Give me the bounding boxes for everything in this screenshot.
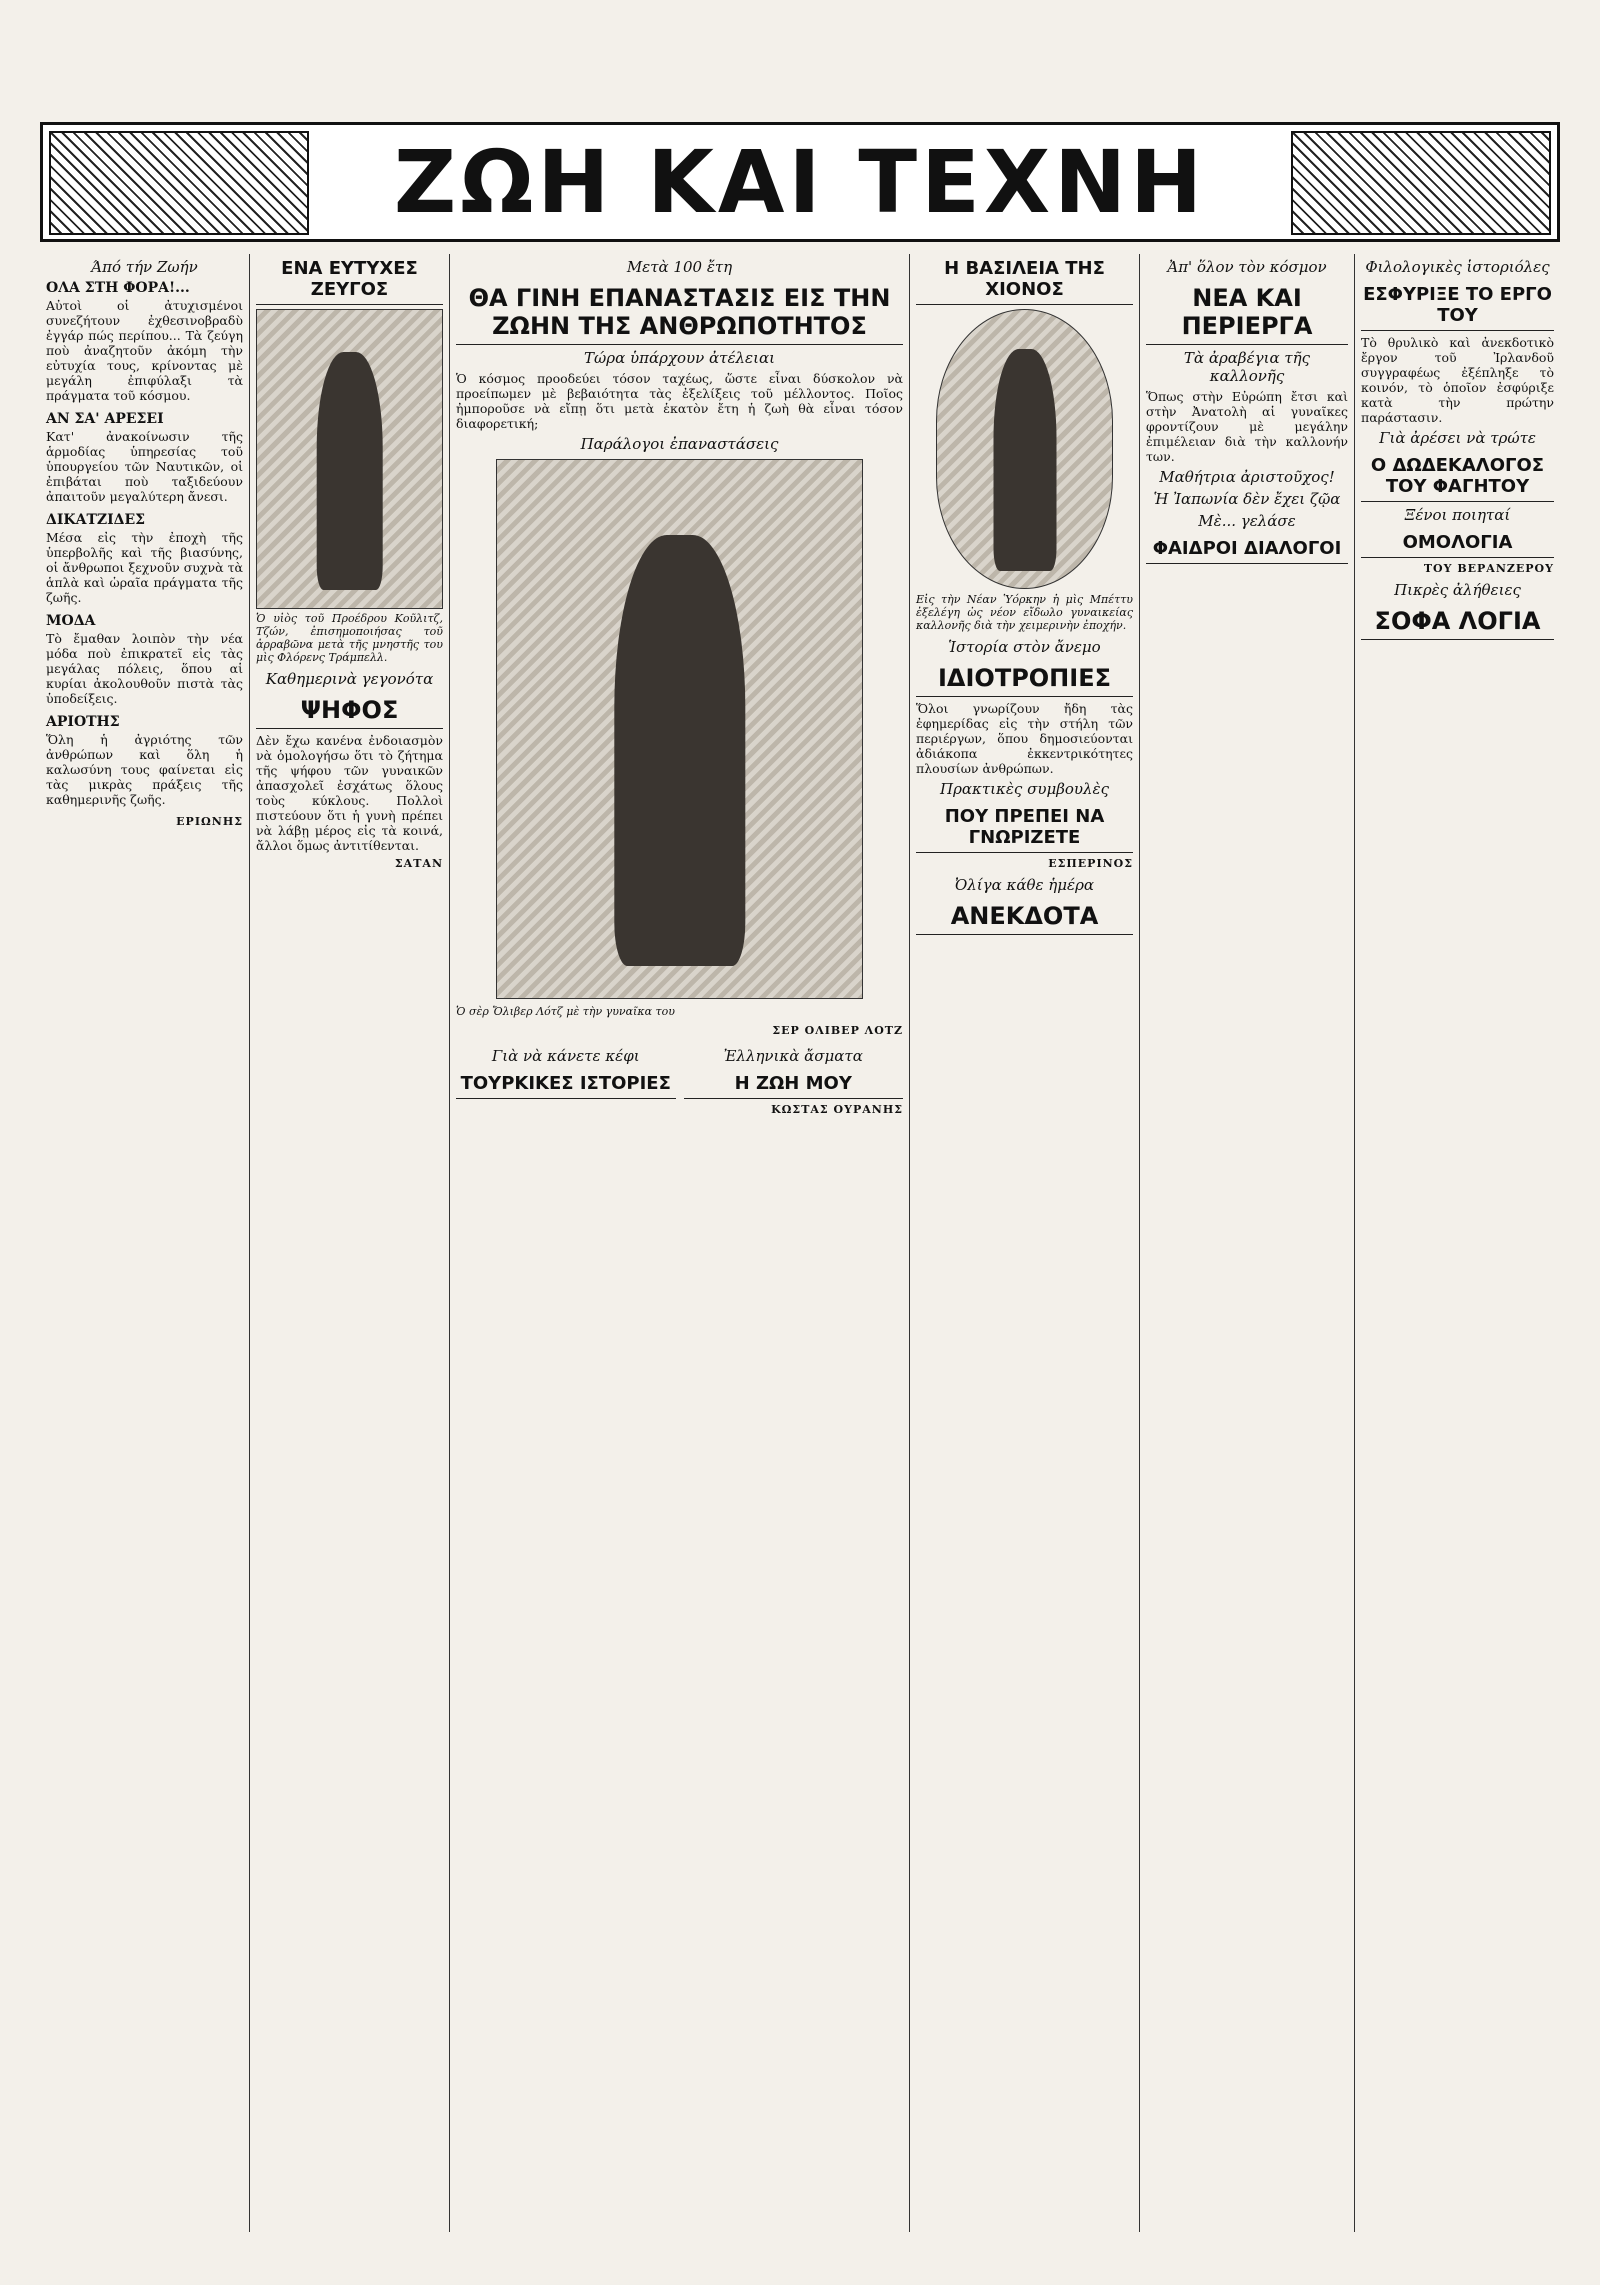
column-from-life [40,254,250,2232]
author-signature: ΕΣΠΕΡΙΝΟΣ [1048,857,1133,870]
author-signature: ΚΩΣΤΑΣ ΟΥΡΑΝΗΣ [771,1103,903,1116]
article-title: ΝΕΑ ΚΑΙ ΠΕΡΙΕΡΓΑ [1146,280,1348,345]
bottom-row [456,1043,903,1122]
author-signature: ΕΡΙΩΝΗΣ [176,815,243,828]
section-kicker: Καθημερινὰ γεγονότα [265,670,434,688]
column-kicker: Άπό τήν Ζωήν [91,258,198,276]
column-snow-kingdom [910,254,1140,2232]
section-kicker: Πικρὲς ἀλήθειες [1394,581,1521,599]
article-subkicker: Τώρα ὑπάρχουν ἀτέλειαι [584,349,775,367]
section-kicker: Μαθήτρια ἀριστοῦχος! [1159,468,1335,486]
section-kicker: Ἱστορία στὸν ἄνεμο [948,638,1101,656]
section-text: Μέσα εἰς τὴν ἐποχὴ τῆς ὑπερβολῆς καὶ τῆς βιασύνης, οἱ ἄνθρωποι ξεχνοῦν συχνὰ τὰ ἁπλὰ καὶ ὡραῖα πράγματα τῆς ζωῆς. [46,530,243,605]
article-text: Ὁ κόσμος προοδεύει τόσον ταχέως, ὥστε εἶναι δύσκολον νὰ προείπωμεν μὲ βεβαιότητα τὰς ἐξελίξεις τοῦ μέλλοντος. Ποῖος ἠμποροῦσε νὰ εἴπῃ ὅτι μετὰ ἑκατὸν ἔτη ἡ ζωὴ θὰ εἶναι τόσον διαφορετική; [456,371,903,431]
article-title: ΕΣΦΥΡΙΞΕ ΤΟ ΕΡΓΟ ΤΟΥ [1361,280,1554,331]
decorative-figure-right-icon [1291,131,1551,235]
photo-caption: Εἰς τὴν Νέαν Ὑόρκην ἡ μὶς Μπέττυ ἐξελέγη ὡς νέον εἴδωλο γυναικείας καλλονῆς διὰ τὴν χειμερινὴν ἐποχήν. [916,593,1133,632]
author-signature: ΤΟΥ ΒΕΡΑΝΖΕΡΟΥ [1423,562,1554,575]
section-kicker: Μὲ... γελάσε [1198,512,1296,530]
article-section [46,613,243,706]
article-kicker: Φιλολογικὲς ἱστοριόλες [1365,258,1550,276]
column-revolution [450,254,910,2232]
masthead-title: ΖΩΗ ΚΑΙ ΤΕΧΝΗ [393,133,1207,233]
section-heading: ΠΟΥ ΠΡΕΠΕΙ ΝΑ ΓΝΩΡΙΖΕΤΕ [916,802,1133,853]
author-signature: ΣΕΡ ΟΛΙΒΕΡ ΛΟΤΖ [772,1024,903,1037]
section-lead: ΑΡΙΟΤΗΣ [46,714,120,730]
article-subkicker: Τὰ ἀραβέγια τῆς καλλονῆς [1183,349,1311,385]
turkish-stories-section [456,1043,676,1122]
section-kicker: Ἡ Ἰαπωνία δὲν ἔχει ζῷα [1153,490,1341,508]
section-kicker: Ὀλίγα κάθε ἡμέρα [954,876,1095,894]
my-life-section [684,1043,904,1122]
section-heading: ΙΔΙΟΤΡΟΠΙΕΣ [916,660,1133,697]
section-kicker: Γιὰ νὰ κάνετε κέφι [491,1047,640,1065]
snow-queen-photo [936,309,1113,589]
photo-caption: Ὁ υἱὸς τοῦ Προέδρου Κοῦλιτζ, Τζών, ἐπισημοποιήσας τοῦ ἀρραβῶνα μετὰ τῆς μνηστῆς του μὶς Φλόρενς Τράμπελλ. [256,612,443,664]
couple-photo [256,309,443,609]
column-literary-stories [1355,254,1560,2232]
article-text: Ὅλοι γνωρίζουν ἤδη τὰς ἐφημερίδας εἰς τὴν στήλη τῶν περιέργων, ὅπου δημοσιεύονται ἀδιάκοπα ἐκκεντρικότητες πλουσίων ἀνθρώπων. [916,701,1133,776]
article-title: ΘΑ ΓΙΝΗ ΕΠΑΝΑΣΤΑΣΙΣ ΕΙΣ ΤΗΝ ΖΩΗΝ ΤΗΣ ΑΝΘΡΩΠΟΤΗΤΟΣ [456,280,903,345]
article-section [46,512,243,605]
section-heading: Η ΖΩΗ ΜΟΥ [684,1069,904,1099]
section-heading: ΤΟΥΡΚΙΚΕΣ ΙΣΤΟΡΙΕΣ [456,1069,676,1099]
section-heading: Ο ΔΩΔΕΚΑΛΟΓΟΣ ΤΟΥ ΦΑΓΗΤΟΥ [1361,451,1554,502]
section-heading: ΣΟΦΑ ΛΟΓΙΑ [1361,603,1554,640]
column-happy-couple [250,254,450,2232]
article-section [46,411,243,504]
section-kicker: Ἐλληνικὰ ἄσματα [723,1047,863,1065]
article-text: Ὅπως στὴν Εὐρώπη ἔτσι καὶ στὴν Ἀνατολὴ αἱ γυναῖκες φροντίζουν μὲ μεγάλην ἐπιμέλειαν διὰ τὴν καλλονήν των. [1146,389,1348,464]
decorative-figure-left-icon [49,131,309,235]
article-section [46,714,243,807]
masthead-banner [40,122,1560,242]
photo-caption: Ὁ σὲρ Ὄλιβερ Λότζ μὲ τὴν γυναῖκα του [456,1005,675,1018]
portrait-photo [496,459,863,999]
column-news-curiosities [1140,254,1355,2232]
section-heading: ΦΑΙΔΡΟΙ ΔΙΑΛΟΓΟΙ [1146,534,1348,564]
section-heading: ΨΗΦΟΣ [256,692,443,729]
section-kicker: Γιὰ ἀρέσει νὰ τρώτε [1379,429,1536,447]
article-kicker: Ἀπ' ὅλον τὸν κόσμον [1167,258,1327,276]
section-heading: ΟΜΟΛΟΓΙΑ [1361,528,1554,558]
section-text: Ὅλη ἡ ἀγριότης τῶν ἀνθρώπων καὶ ὅλη ἡ καλωσύνη τους φαίνεται εἰς τὰς μικρὰς πράξεις τῆς καθημερινῆς ζωῆς. [46,732,243,807]
article-section [46,280,243,403]
section-lead: ΔΙΚΑΤΖΙΔΕΣ [46,512,146,528]
article-text: Δὲν ἔχω κανένα ἐνδοιασμὸν νὰ ὁμολογήσω ὅτι τὸ ζήτημα τῆς ψήφου τῶν γυναικῶν ἀπασχολεῖ ἐσχάτως ὅλους τοὺς κύκλους. Πολλοὶ πιστεύουν ὅτι ἡ γυνὴ πρέπει νὰ λάβῃ μέρος εἰς τὰ κοινά, ἄλλοι ὅμως ἀντιτίθενται. [256,733,443,853]
author-signature: ΣΑΤΑΝ [394,857,443,870]
section-heading: ΑΝΕΚΔΟΤΑ [916,898,1133,935]
article-title: Η ΒΑΣΙΛΕΙΑ ΤΗΣ ΧΙΟΝΟΣ [916,254,1133,305]
section-lead: ΟΛΑ ΣΤΗ ΦΟΡΑ!... [46,280,190,296]
article-title: ΕΝΑ ΕΥΤΥΧΕΣ ΖΕΥΓΟΣ [256,254,443,305]
newspaper-page [40,122,1560,2232]
article-text: Τὸ θρυλικὸ καὶ ἀνεκδοτικὸ ἔργον τοῦ Ἰρλανδοῦ συγγραφέως ἐξέπληξε τὸ κοινόν, τὸ ὁποῖον ἐσφύριξε κατὰ τὴν πρώτην παράστασιν. [1361,335,1554,425]
article-kicker: Μετὰ 100 ἔτη [626,258,733,276]
section-text: Κατ' ἀνακοίνωσιν τῆς ἁρμοδίας ὑπηρεσίας τοῦ ὑπουργείου τῶν Ναυτικῶν, οἱ ἐπιβάται ποὺ ταξιδεύουν ἀπαιτοῦν μεγαλύτερη ἄνεσι. [46,429,243,504]
section-kicker: Παράλογοι ἐπαναστάσεις [580,435,779,453]
section-kicker: Πρακτικὲς συμβουλὲς [940,780,1109,798]
section-lead: ΜΟΔΑ [46,613,96,629]
section-lead: ΑΝ ΣΑ' ΑΡΕΣΕΙ [46,411,164,427]
section-kicker: Ξένοι ποιηταί [1404,506,1511,524]
section-text: Τὸ ἔμαθαν λοιπὸν τὴν νέα μόδα ποὺ ἐπικρατεῖ εἰς τὰς μεγάλας πόλεις, ὅπου αἱ κυρίαι ἀκολουθοῦν πιστὰ τὰς ὑποδείξεις. [46,631,243,706]
section-text: Αὐτοὶ οἱ ἀτυχισμένοι συνεζήτουν ἐχθεσινοβραδὺ ἐγγάρ πώς περίπου... Τὰ ζεύγη ποὺ ἀναζητοῦν ἀκόμη τὴν εὐτυχία τους, κρίνοντας μὲ μεγάλη ἐπιφύλαξι τὰ πράγματα τοῦ κόσμου. [46,298,243,403]
